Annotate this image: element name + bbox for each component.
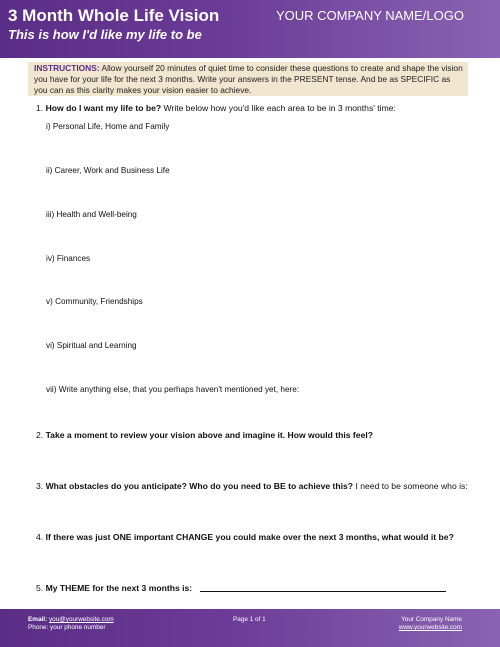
question-number: 3. — [36, 481, 44, 491]
page-subtitle: This is how I'd like my life to be — [8, 27, 202, 42]
area-personal-life: i) Personal Life, Home and Family — [46, 122, 170, 131]
page-title: 3 Month Whole Life Vision — [8, 6, 220, 25]
phone-label: Phone: — [28, 624, 49, 631]
question-prompt: If there was just ONE important CHANGE you could make over the next 3 months, what would it be? — [45, 532, 454, 542]
area-career: ii) Career, Work and Business Life — [46, 166, 170, 175]
theme-answer-line[interactable] — [200, 591, 446, 592]
company-name: Your Company Name — [401, 616, 462, 623]
question-prompt: How do I want my life to be? — [45, 103, 162, 113]
question-1 — [36, 103, 396, 113]
footer-company — [399, 616, 462, 632]
footer-contact — [28, 616, 114, 632]
question-prompt: Take a moment to review your vision above and imagine it. How would this feel? — [45, 430, 373, 440]
email-link[interactable]: you@yourwebsite.com — [48, 616, 114, 623]
question-note: I need to be someone who is: — [355, 481, 468, 491]
question-number: 4. — [36, 532, 44, 542]
question-2 — [36, 430, 373, 440]
company-logo-placeholder: YOUR COMPANY NAME/LOGO — [275, 8, 464, 23]
question-note: Write below how you'd like each area to be in 3 months' time: — [163, 103, 396, 113]
question-number: 5. — [36, 583, 44, 593]
area-spiritual: vi) Spiritual and Learning — [46, 341, 137, 350]
instructions-label: INSTRUCTIONS: — [34, 63, 100, 73]
area-other: vii) Write anything else, that you perhaps haven't mentioned yet, here: — [46, 385, 300, 394]
question-3 — [36, 481, 468, 491]
phone-number: your phone number — [50, 624, 106, 631]
instructions-text: Allow yourself 20 minutes of quiet time to consider these questions to create and shape the vision you have for your life for the next 3 months. Write your answers in the PRESENT tense. And be as SPECIFIC as you can as this clarity makes your vision easier to achieve. — [34, 63, 463, 95]
area-finances: iv) Finances — [46, 254, 91, 263]
area-health: iii) Health and Well-being — [46, 210, 137, 219]
page-number: Page 1 of 1 — [233, 616, 266, 623]
question-5 — [36, 583, 192, 593]
question-prompt: My THEME for the next 3 months is: — [45, 583, 193, 593]
website-link[interactable]: www.yourwebsite.com — [398, 624, 462, 631]
instructions-box — [28, 62, 468, 96]
header-banner — [0, 0, 500, 58]
question-4 — [36, 532, 454, 542]
question-prompt: What obstacles do you anticipate? Who do you need to BE to achieve this? — [45, 481, 354, 491]
email-label: Email: — [28, 616, 48, 623]
footer-banner — [0, 609, 500, 647]
area-community: v) Community, Friendships — [46, 297, 143, 306]
question-number: 2. — [36, 430, 44, 440]
question-number: 1. — [36, 103, 44, 113]
